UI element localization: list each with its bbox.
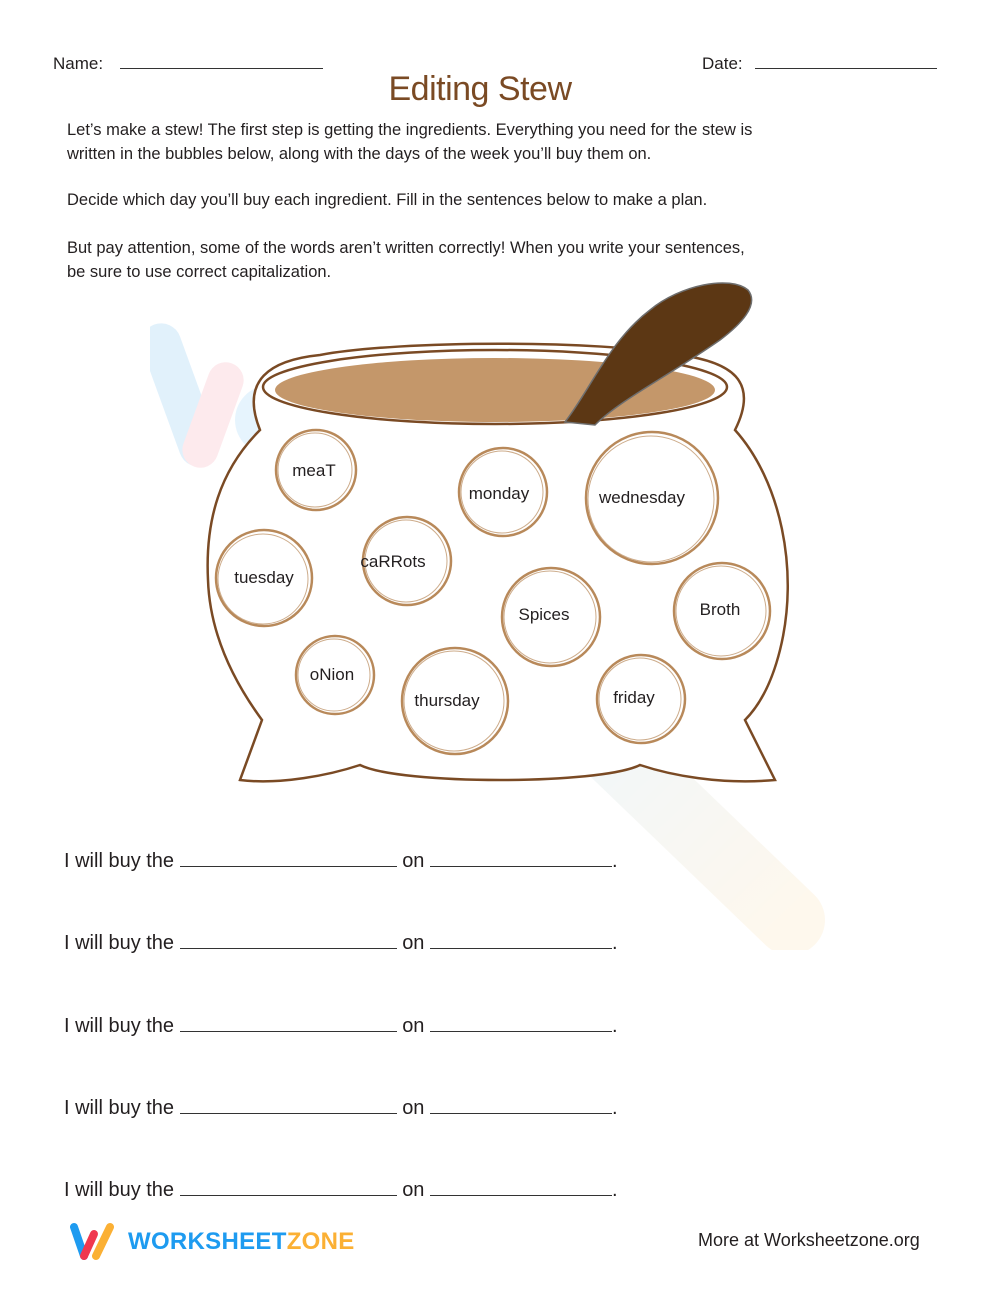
instruction-paragraph-3: But pay attention, some of the words aren’t written correctly! When you write your sentences, be sure to use correct capitalization. [67, 239, 745, 281]
bubble-spices: Spices [518, 605, 570, 624]
ingredient-blank[interactable] [180, 930, 397, 949]
day-blank[interactable] [430, 848, 612, 867]
name-label: Name: [53, 54, 104, 73]
sentence-middle: on [402, 1015, 425, 1037]
sentence-end: . [612, 1179, 618, 1201]
date-label: Date: [702, 54, 743, 73]
ingredient-blank[interactable] [180, 1095, 397, 1114]
sentence-middle: on [402, 850, 425, 872]
sentence-end: . [612, 1097, 618, 1119]
bubble-tuesday: tuesday [234, 568, 294, 587]
ingredient-blank[interactable] [180, 1177, 397, 1196]
ingredient-blank[interactable] [180, 1013, 397, 1032]
instruction-paragraph-2: Decide which day you’ll buy each ingredient. Fill in the sentences below to make a plan. [67, 191, 708, 209]
bubble-meat: meaT [292, 461, 336, 480]
bubble-broth: Broth [699, 600, 741, 619]
sentence-row [64, 930, 618, 955]
logo-text-worksheet: WORKSHEET [128, 1228, 287, 1255]
sentence-prefix: I will buy the [64, 1179, 175, 1201]
sentence-end: . [612, 932, 618, 954]
day-blank[interactable] [430, 1095, 612, 1114]
bubble-thursday: thursday [414, 691, 480, 710]
bubble-wednesday: wednesday [598, 488, 686, 507]
bubble-friday: friday [613, 688, 655, 707]
worksheetzone-logo[interactable] [68, 1222, 355, 1262]
bubble-carrots: caRRots [360, 552, 426, 571]
sentence-middle: on [402, 1179, 425, 1201]
bubble-onion: oNion [309, 665, 355, 684]
date-field[interactable] [755, 68, 937, 69]
sentence-prefix: I will buy the [64, 1097, 175, 1119]
name-field[interactable] [120, 68, 323, 69]
sentence-middle: on [402, 1097, 425, 1119]
sentence-end: . [612, 850, 618, 872]
sentence-row [64, 1095, 618, 1120]
page-title: Editing Stew [388, 70, 572, 108]
day-blank[interactable] [430, 1013, 612, 1032]
sentence-end: . [612, 1015, 618, 1037]
sentence-row [64, 1177, 618, 1202]
stew-pot-illustration [200, 280, 800, 800]
sentence-prefix: I will buy the [64, 932, 175, 954]
day-blank[interactable] [430, 930, 612, 949]
worksheetzone-link[interactable]: More at Worksheetzone.org [698, 1230, 920, 1250]
sentence-row [64, 848, 618, 873]
bubble-monday: monday [468, 484, 530, 503]
sentence-prefix: I will buy the [64, 850, 175, 872]
logo-w-icon [68, 1222, 120, 1262]
sentence-prefix: I will buy the [64, 1015, 175, 1037]
logo-text-zone: ZONE [286, 1228, 355, 1255]
day-blank[interactable] [430, 1177, 612, 1196]
sentence-row [64, 1013, 618, 1038]
ingredient-blank[interactable] [180, 848, 397, 867]
instruction-paragraph-1: Let’s make a stew! The first step is getting the ingredients. Everything you need for the stew is written in the bubbles below, along with the days of the week you’ll buy them on. [67, 121, 753, 163]
sentence-middle: on [402, 932, 425, 954]
